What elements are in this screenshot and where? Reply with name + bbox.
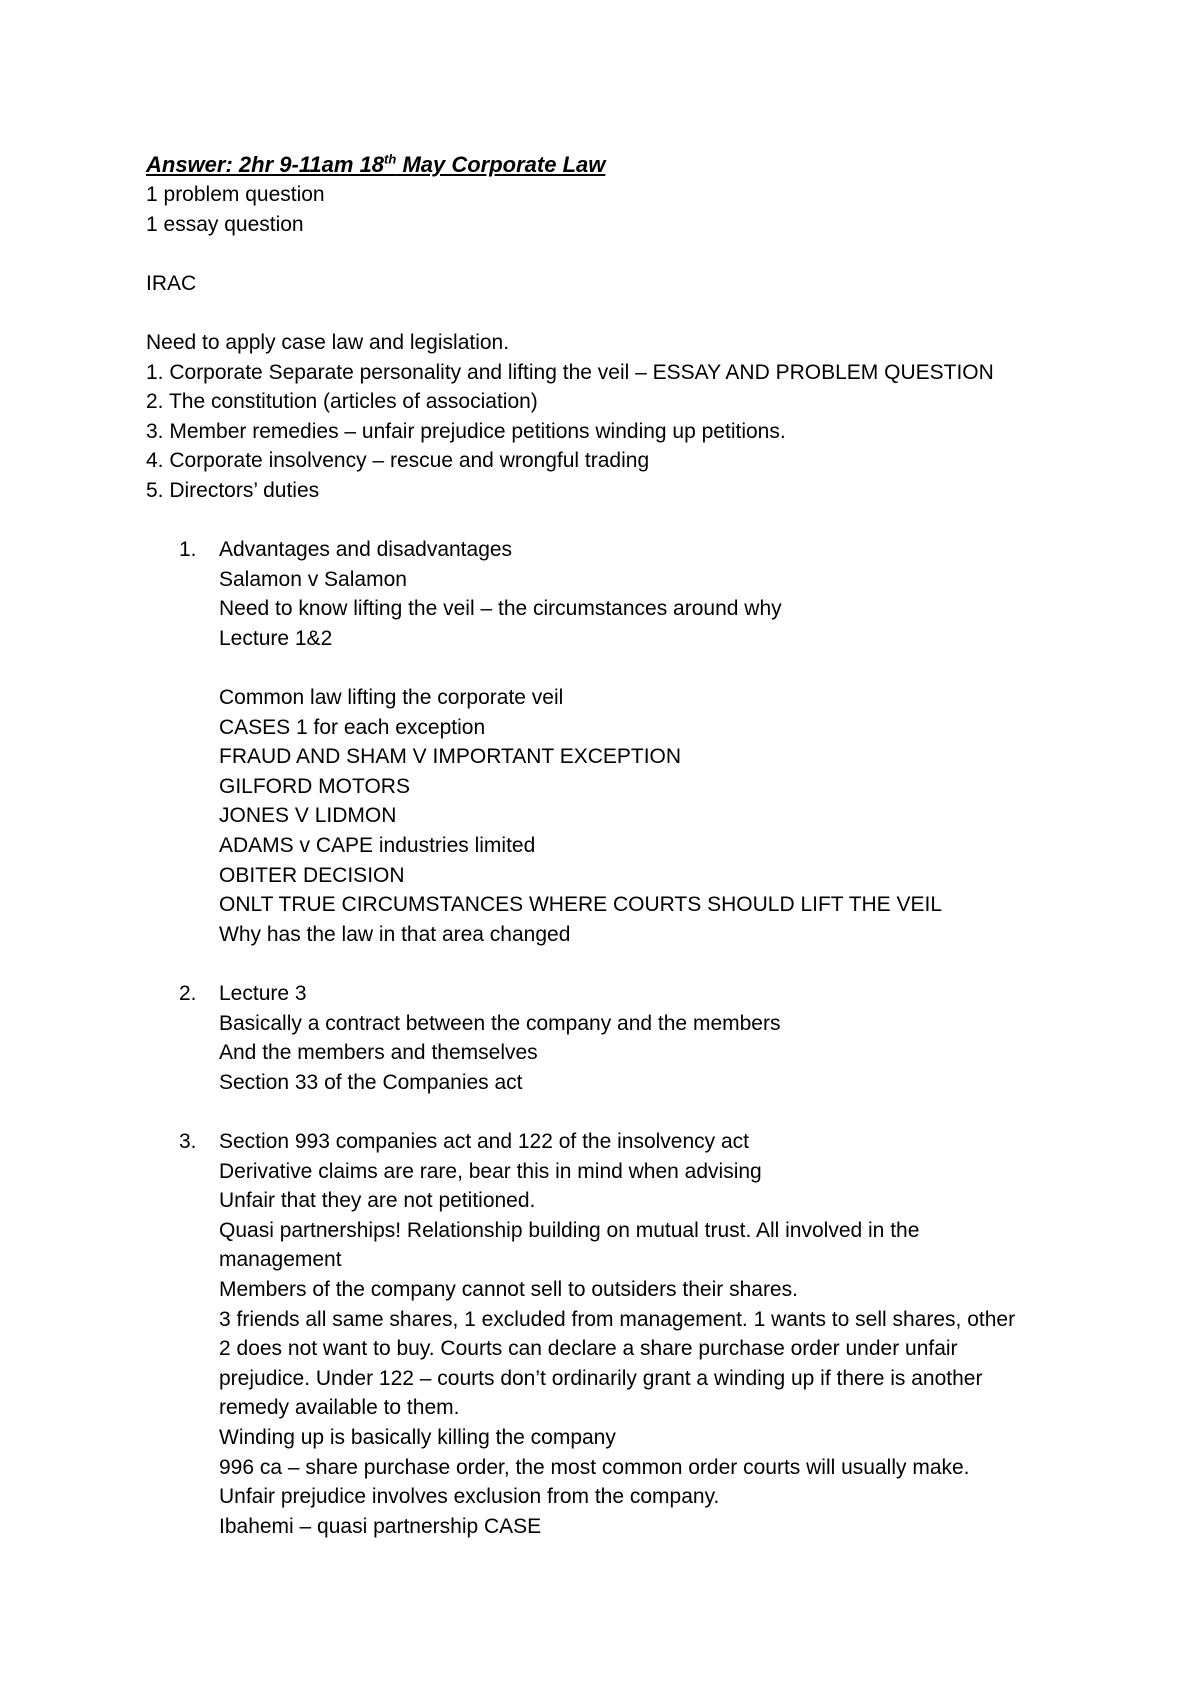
title-suffix: May Corporate Law [396, 152, 606, 177]
section-line: ONLT TRUE CIRCUMSTANCES WHERE COURTS SHOULD LIFT THE VEIL [219, 893, 943, 917]
section-line: Winding up is basically killing the company [219, 1425, 616, 1449]
section-line: 3 friends all same shares, 1 excluded from management. 1 wants to sell shares, other [219, 1307, 1016, 1331]
section-1 [146, 535, 1066, 949]
section-line: CASES 1 for each exception [219, 715, 486, 739]
section-line: FRAUD AND SHAM V IMPORTANT EXCEPTION [219, 745, 682, 769]
section-line: Lecture 1&2 [219, 626, 333, 650]
section-number: 1. [179, 538, 197, 562]
blank-line [219, 654, 1066, 684]
section-line: Need to know lifting the veil – the circumstances around why [219, 597, 782, 621]
section-number: 2. [179, 982, 197, 1006]
section-line: Why has the law in that area changed [219, 922, 571, 946]
section-line: management [219, 1248, 342, 1272]
topics-heading: Need to apply case law and legislation. [146, 330, 510, 354]
topic-item: 3. Member remedies – unfair prejudice petitions winding up petitions. [146, 419, 786, 443]
blank-line [146, 506, 1066, 536]
blank-line [146, 239, 1066, 269]
section-line: Lecture 3 [219, 982, 307, 1006]
section-line: OBITER DECISION [219, 863, 405, 887]
section-line: Section 993 companies act and 122 of the insolvency act [219, 1130, 750, 1153]
section-line: Quasi partnerships! Relationship building on mutual trust. All involved in the [219, 1218, 920, 1242]
section-line: And the members and themselves [219, 1041, 538, 1065]
section-line: Unfair that they are not petitioned. [219, 1189, 536, 1213]
title-superscript: th [384, 151, 397, 167]
section-line: 2 does not want to buy. Courts can declare a share purchase order under unfair [219, 1337, 958, 1361]
document-title [146, 150, 1066, 180]
section-line: Section 33 of the Companies act [219, 1070, 523, 1094]
section-line: remedy available to them. [219, 1396, 460, 1420]
section-line: GILFORD MOTORS [219, 774, 410, 798]
document-content [146, 150, 1066, 1541]
topic-item: 2. The constitution (articles of association) [146, 390, 538, 414]
title-prefix: Answer: 2hr 9-11am 18 [146, 152, 385, 177]
topic-item: 5. Directors’ duties [146, 478, 320, 502]
section-line: Salamon v Salamon [219, 567, 407, 591]
blank-line [146, 298, 1066, 328]
section-line: Unfair prejudice involves exclusion from the company. [219, 1485, 720, 1509]
section-line: ADAMS v CAPE industries limited [219, 834, 536, 858]
section-3 [146, 1127, 1066, 1541]
intro-line: 1 problem question [146, 183, 325, 206]
section-line: Advantages and disadvantages [219, 538, 513, 562]
topic-item: 4. Corporate insolvency – rescue and wrongful trading [146, 449, 650, 473]
intro-line: 1 essay question [146, 212, 304, 236]
section-2 [146, 979, 1066, 1097]
section-line: Basically a contract between the company and the members [219, 1011, 781, 1035]
section-line: Members of the company cannot sell to outsiders their shares. [219, 1277, 798, 1301]
blank-line [146, 1097, 1066, 1127]
section-line: prejudice. Under 122 – courts don’t ordinarily grant a winding up if there is another [219, 1366, 983, 1390]
topic-item: 1. Corporate Separate personality and lifting the veil – ESSAY AND PROBLEM QUESTION [146, 360, 994, 384]
section-line: Ibahemi – quasi partnership CASE [219, 1514, 542, 1538]
blank-line [146, 949, 1066, 979]
section-line: JONES V LIDMON [219, 804, 397, 828]
section-number: 3. [179, 1130, 197, 1153]
irac-label: IRAC [146, 271, 197, 295]
section-line: 996 ca – share purchase order, the most common order courts will usually make. [219, 1455, 970, 1479]
section-line: Derivative claims are rare, bear this in mind when advising [219, 1159, 762, 1183]
section-line: Common law lifting the corporate veil [219, 686, 564, 710]
